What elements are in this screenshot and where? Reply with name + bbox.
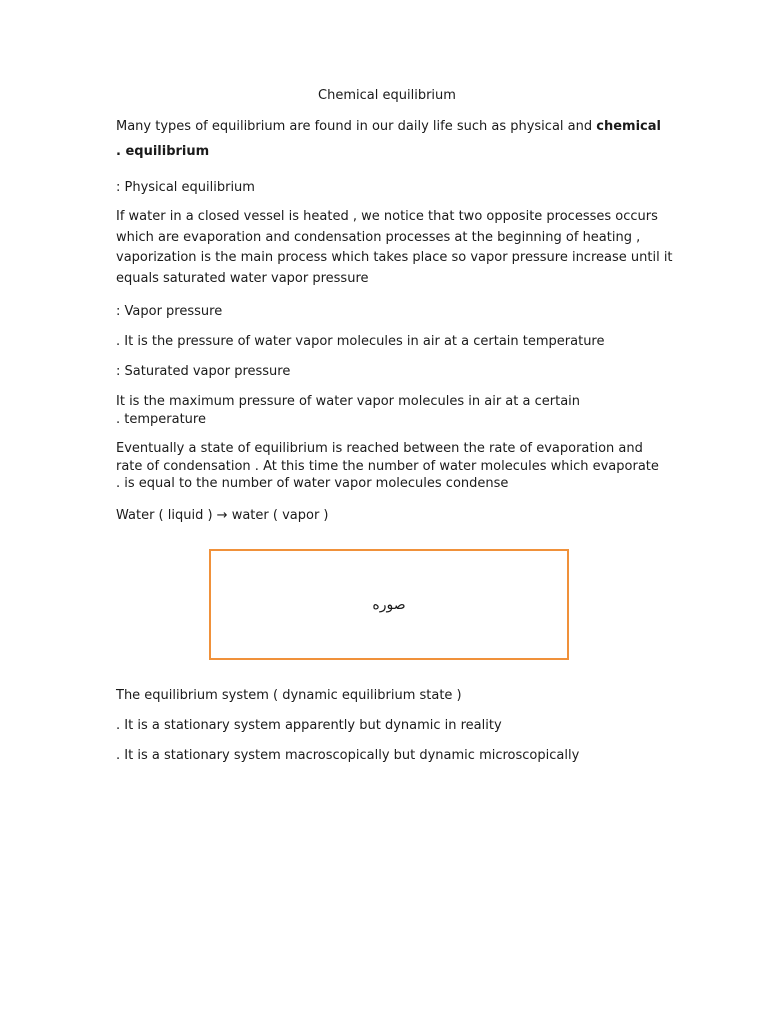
- physical-paragraph: [116, 207, 673, 289]
- equilibrium-system-heading: The equilibrium system ( dynamic equilibrium state ): [116, 688, 462, 703]
- physical-paragraph-line: vaporization is the main process which takes place so vapor pressure increase until it: [116, 250, 673, 265]
- eventually-paragraph: [116, 440, 659, 493]
- eventually-paragraph-line: rate of condensation . At this time the number of water molecules which evaporate: [116, 458, 659, 474]
- image-placeholder-label: صوره: [372, 596, 406, 613]
- image-placeholder-box: [209, 549, 569, 660]
- eventually-paragraph-line: Eventually a state of equilibrium is reached between the rate of evaporation and: [116, 441, 643, 456]
- eventually-paragraph-line: . is equal to the number of water vapor molecules condense: [116, 476, 509, 491]
- intro-line: [116, 118, 661, 135]
- saturated-definition-line: It is the maximum pressure of water vapor molecules in air at a certain: [116, 394, 581, 409]
- equation-line: Water ( liquid ) → water ( vapor ): [116, 508, 329, 523]
- statement-2: . It is a stationary system macroscopically but dynamic microscopically: [116, 748, 580, 763]
- saturated-definition: [116, 393, 656, 428]
- physical-equilibrium-heading: : Physical equilibrium: [116, 180, 255, 195]
- saturated-definition-line: . temperature: [116, 411, 206, 427]
- intro-bold-chemical: chemical: [596, 119, 661, 134]
- vapor-pressure-heading: : Vapor pressure: [116, 304, 223, 319]
- intro-text: Many types of equilibrium are found in our daily life such as physical and: [116, 119, 597, 134]
- physical-paragraph-line: which are evaporation and condensation processes at the beginning of heating ,: [116, 229, 641, 245]
- document-title: Chemical equilibrium: [318, 88, 456, 103]
- statement-1: . It is a stationary system apparently but dynamic in reality: [116, 718, 502, 733]
- physical-paragraph-line: equals saturated water vapor pressure: [116, 270, 369, 286]
- physical-paragraph-line: If water in a closed vessel is heated , we notice that two opposite processes occurs: [116, 209, 658, 224]
- intro-bold-equilibrium: . equilibrium: [116, 144, 210, 159]
- vapor-pressure-definition: . It is the pressure of water vapor molecules in air at a certain temperature: [116, 334, 605, 349]
- saturated-vapor-pressure-heading: : Saturated vapor pressure: [116, 364, 291, 379]
